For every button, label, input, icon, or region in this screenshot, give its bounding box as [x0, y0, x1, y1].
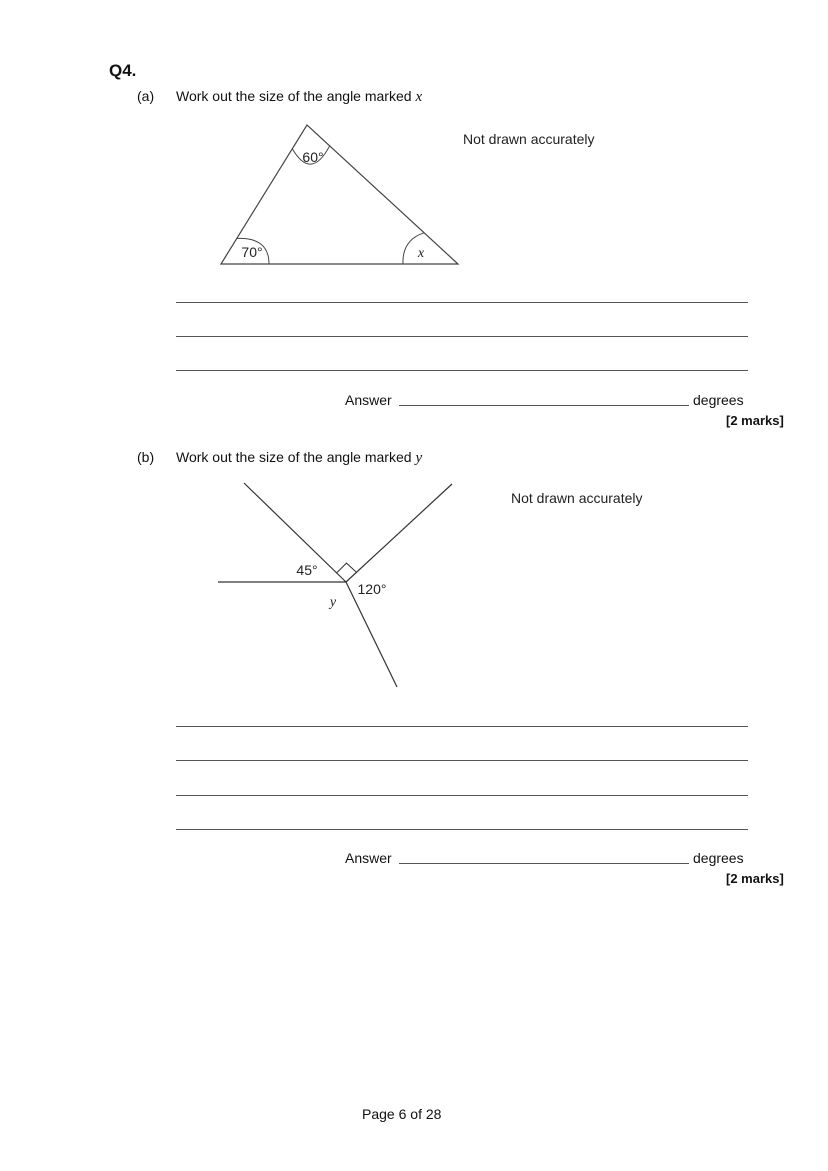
angle-45-label: 45°: [296, 562, 318, 578]
working-line-a1: [176, 302, 748, 303]
part-a-marks: [2 marks]: [726, 413, 784, 428]
angle-120-label: 120°: [357, 581, 387, 597]
part-a-variable: x: [415, 89, 423, 105]
answer-b-line[interactable]: [399, 863, 689, 864]
working-line-b4: [176, 829, 748, 830]
angle-60-label: 60°: [302, 149, 324, 165]
upper-left-line: [244, 483, 346, 582]
answer-b-label: Answer: [345, 850, 392, 866]
part-b-marks: [2 marks]: [726, 871, 784, 886]
footer-page-number: 6: [398, 1106, 407, 1122]
part-b-prompt-text: Work out the size of the angle marked: [176, 449, 412, 465]
part-a-label: (a): [137, 88, 155, 104]
part-a-prompt-text: Work out the size of the angle marked: [176, 88, 412, 104]
working-line-b1: [176, 726, 748, 727]
angles-diagram: [210, 475, 470, 700]
angle-y-label: y: [329, 595, 337, 610]
working-line-a3: [176, 370, 748, 371]
part-b-label: (b): [137, 449, 155, 465]
lower-line: [346, 582, 397, 687]
upper-right-line: [346, 484, 452, 582]
working-line-a2: [176, 336, 748, 337]
part-b-prompt: [176, 449, 422, 467]
angle-x-label: x: [417, 246, 425, 261]
page-footer: [362, 1106, 441, 1122]
answer-b-unit: degrees: [693, 850, 744, 866]
part-a-note: Not drawn accurately: [463, 131, 595, 147]
angle-70-label: 70°: [241, 244, 263, 260]
answer-a-unit: degrees: [693, 392, 744, 408]
answer-a-line[interactable]: [399, 405, 689, 406]
triangle-diagram: [210, 115, 470, 275]
working-line-b3: [176, 795, 748, 796]
part-b-note: Not drawn accurately: [511, 490, 643, 506]
working-line-b2: [176, 760, 748, 761]
right-angle-marker: [337, 563, 357, 573]
part-a-prompt: [176, 88, 422, 106]
answer-a-label: Answer: [345, 392, 392, 408]
question-number: Q4.: [109, 61, 137, 80]
footer-of-word: of: [410, 1106, 422, 1122]
footer-total-pages: 28: [425, 1106, 442, 1122]
part-b-variable: y: [415, 450, 423, 466]
footer-page-word: Page: [362, 1106, 395, 1122]
